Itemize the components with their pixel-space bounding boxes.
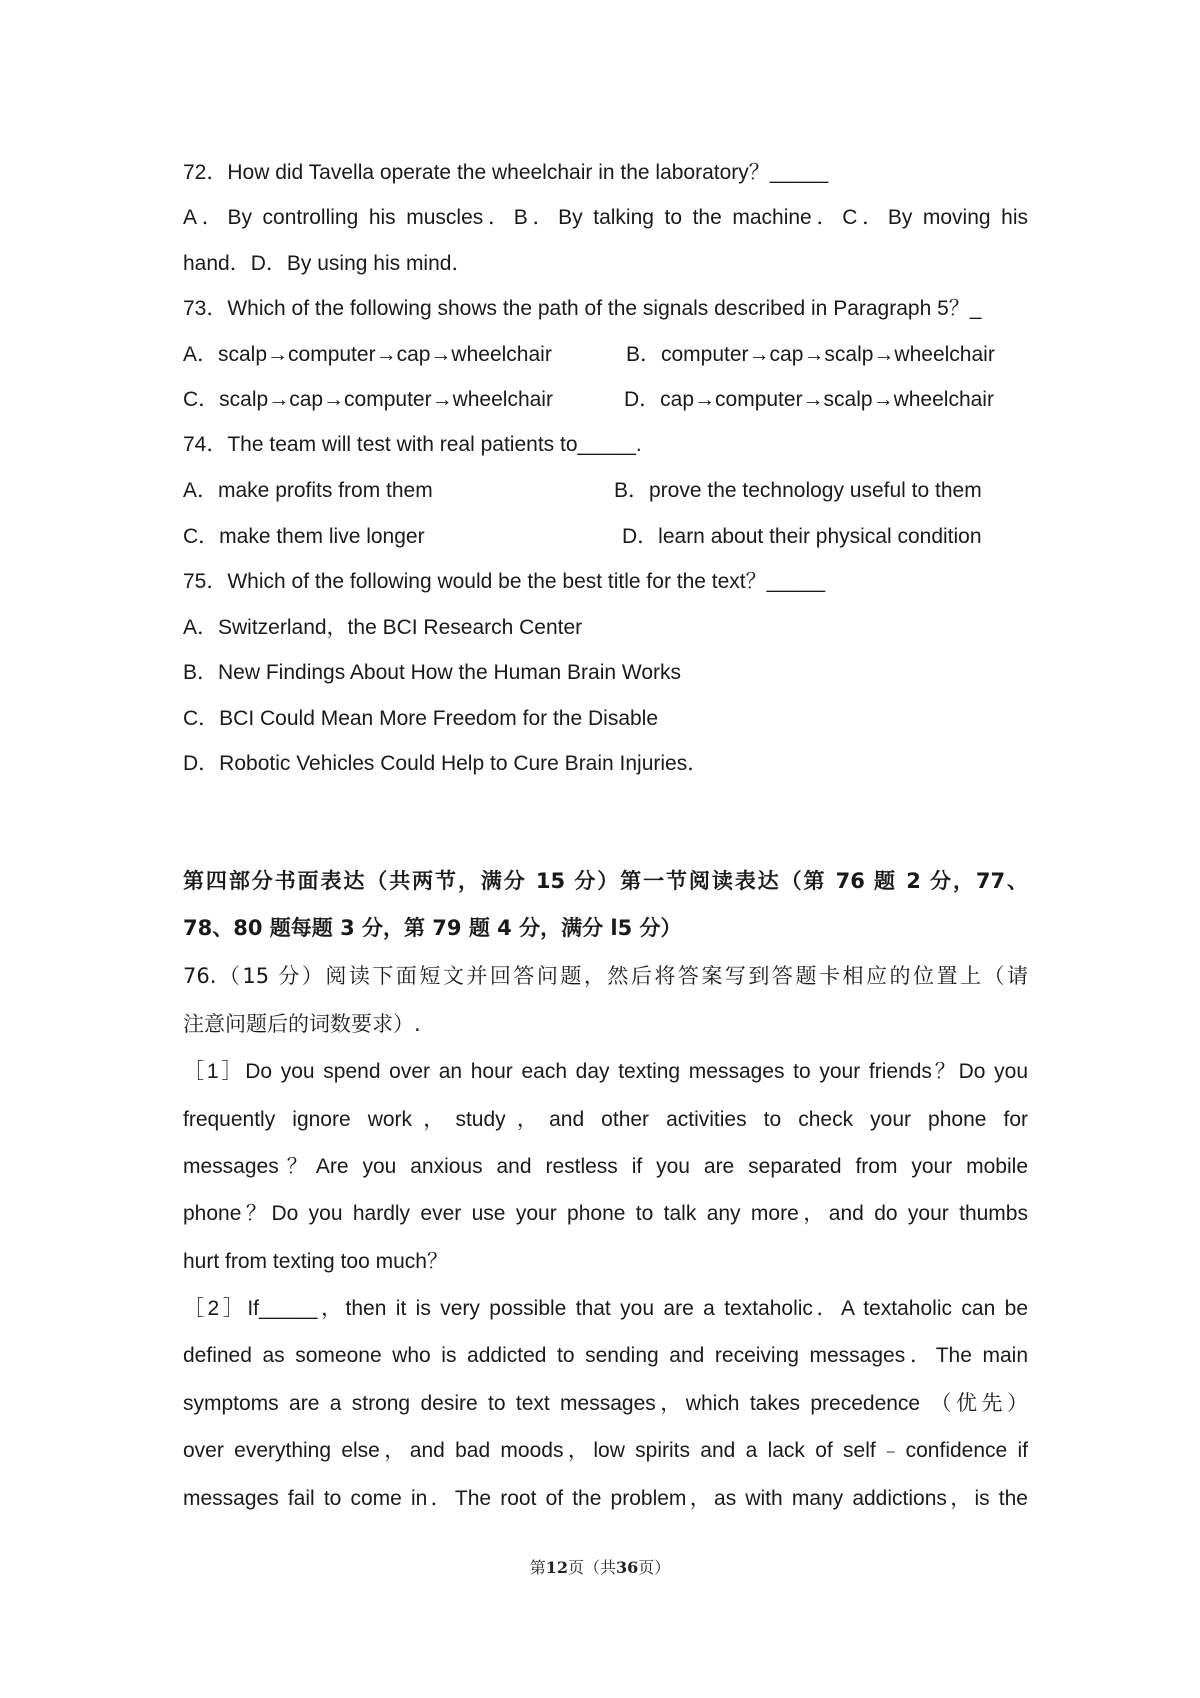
section4-heading-line2: 78、80 题每题 3 分，第 79 题 4 分，满分 l5 分） <box>183 916 682 940</box>
q72-stem: 72．How did Tavella operate the wheelchair in the laboratory？_____ <box>183 161 829 184</box>
footer-total-pages: 36 <box>616 1558 639 1577</box>
q73-option-a: A．scalp→computer→cap→wheelchair <box>183 343 552 366</box>
passage-p1-line3: messages？Are you anxious and restless if you are separated from your mobile <box>183 1155 1028 1178</box>
passage-p1-line1: ［1］Do you spend over an hour each day texting messages to your friends？Do you <box>183 1060 1028 1083</box>
q76-intro-line1: 76.（15 分）阅读下面短文并回答问题，然后将答案写到答题卡相应的位置上（请 <box>183 964 1028 988</box>
q73-option-d: D．cap→computer→scalp→wheelchair <box>624 388 994 411</box>
passage-p2-line3: symptoms are a strong desire to text messages，which takes precedence （优先） <box>183 1392 1028 1415</box>
q75-option-b: B．New Findings About How the Human Brain Works <box>183 661 681 684</box>
q74-option-a: A．make profits from them <box>183 479 433 502</box>
footer-page-number: 12 <box>545 1558 568 1577</box>
footer-mid: 页（共 <box>567 1558 616 1577</box>
q72-options-line2: hand．D．By using his mind． <box>183 252 473 275</box>
page-footer <box>0 1556 1200 1580</box>
q74-option-d: D．learn about their physical condition <box>622 525 982 548</box>
q75-option-c: C．BCI Could Mean More Freedom for the Disable <box>183 707 659 730</box>
passage-p1-line2: frequently ignore work，study，and other activities to check your phone for <box>183 1108 1028 1131</box>
passage-p2-line5: messages fail to come in．The root of the problem，as with many addictions，is the <box>183 1487 1028 1510</box>
passage-p2-line2: defined as someone who is addicted to sending and receiving messages．The main <box>183 1344 1028 1367</box>
passage-p1-line5: hurt from texting too much？ <box>183 1250 448 1273</box>
q72-options-line1: A．By controlling his muscles．B．By talking to the machine．C．By moving his <box>183 206 1028 229</box>
passage-p2-line4: over everything else，and bad moods，low spirits and a lack of self﹣confidence if <box>183 1439 1028 1462</box>
q74-option-b: B．prove the technology useful to them <box>614 479 982 502</box>
q76-intro-line2: 注意问题后的词数要求）. <box>183 1012 421 1036</box>
q75-option-a: A．Switzerland，the BCI Research Center <box>183 616 583 639</box>
passage-p2-line1: ［2］If_____，then it is very possible that you are a textaholic．A textaholic can be <box>183 1297 1028 1320</box>
q74-option-c: C．make them live longer <box>183 525 425 548</box>
footer-suffix: 页） <box>638 1558 671 1577</box>
q74-stem: 74．The team will test with real patients to_____. <box>183 433 642 456</box>
q73-stem: 73．Which of the following shows the path of the signals described in Paragraph 5？_ <box>183 297 982 320</box>
q75-option-d: D．Robotic Vehicles Could Help to Cure Brain Injuries． <box>183 752 709 775</box>
q73-option-b: B．computer→cap→scalp→wheelchair <box>626 343 995 366</box>
q75-stem: 75．Which of the following would be the best title for the text？_____ <box>183 570 826 593</box>
section4-heading-line1: 第四部分书面表达（共两节，满分 15 分）第一节阅读表达（第 76 题 2 分，77、 <box>183 869 1028 893</box>
q73-option-c: C．scalp→cap→computer→wheelchair <box>183 388 553 411</box>
footer-prefix: 第 <box>529 1558 546 1577</box>
passage-p1-line4: phone？Do you hardly ever use your phone to talk any more，and do your thumbs <box>183 1202 1028 1225</box>
